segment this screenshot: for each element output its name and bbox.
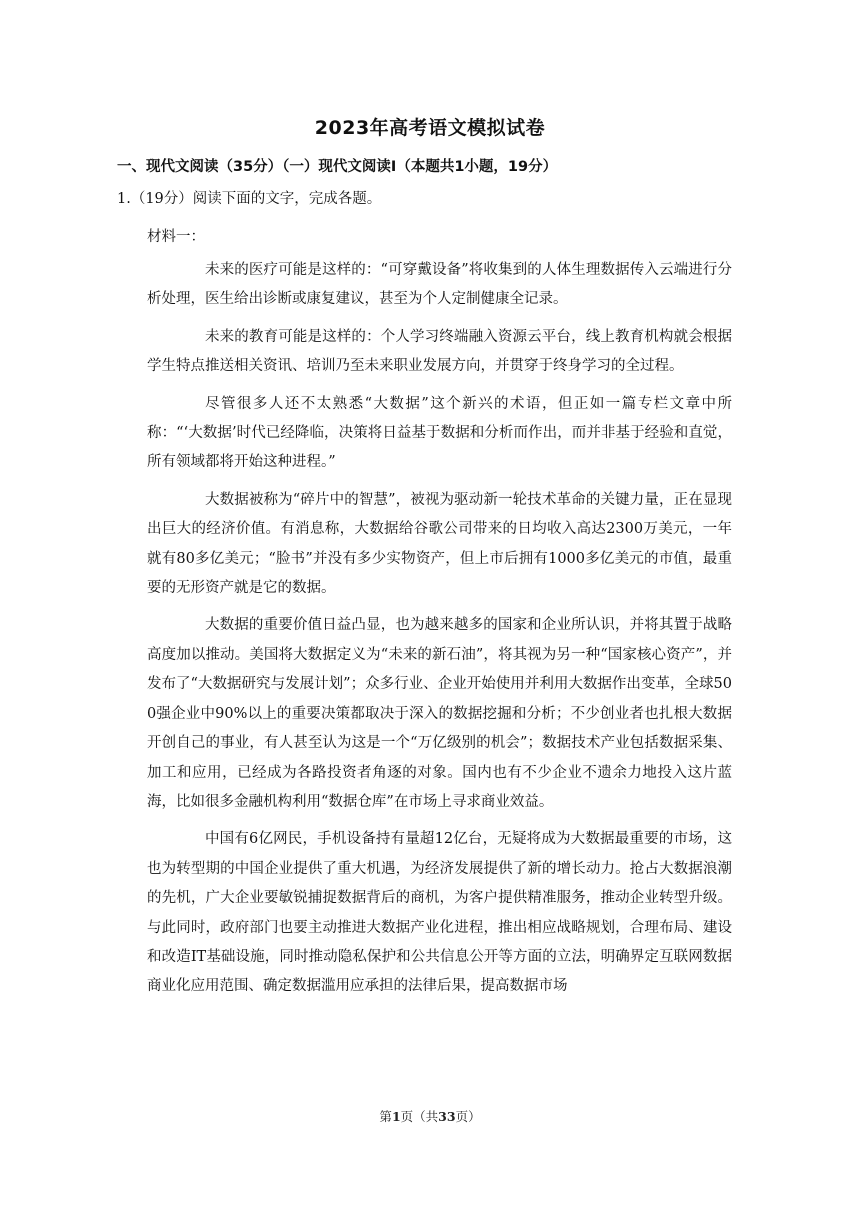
- passage-paragraph: 未来的医疗可能是这样的：“可穿戴设备”将收集到的人体生理数据传入云端进行分析处理，医生给出诊断或康复建议，甚至为个人定制健康全记录。: [147, 262, 732, 308]
- footer-middle: 页（共: [400, 1109, 439, 1124]
- passage-paragraph: 尽管很多人还不太熟悉“大数据”这个新兴的术语，但正如一篇专栏文章中所称：“‘大数据’时代已经降临，决策将日益基于数据和分析而作出，而并非基于经验和直觉，所有领域都将开始这种进程。”: [147, 395, 732, 471]
- question-instruction: 1.（19分）阅读下面的文字，完成各题。: [117, 191, 382, 207]
- passage-paragraph: 未来的教育可能是这样的：个人学习终端融入资源云平台，线上教育机构就会根据学生特点推送相关资讯、培训乃至未来职业发展方向，并贯穿于终身学习的全过程。: [147, 328, 732, 375]
- material-label: 材料一：: [147, 229, 205, 245]
- passage-paragraph: 大数据的重要价值日益凸显，也为越来越多的国家和企业所认识，并将其置于战略高度加以推动。美国将大数据定义为“未来的新石油”，将其视为另一种“国家核心资产”，并发布了“大数据研究与发展计划”；众多行业、企业开始使用并利用大数据作出变革，全球500强企业中90%以上的重要决策都取决于深入的数据挖掘和分析；不少创业者也扎根大数据开创自己的事业，有人甚至认为这是一个“万亿级别的机会”；数据技术产业包括数据采集、加工和应用，已经成为各路投资者角逐的对象。国内也有不少企业不遗余力地投入这片蓝海，比如很多金融机构利用“数据仓库”在市场上寻求商业效益。: [147, 617, 732, 810]
- section-heading: 一、现代文阅读（35分）（一）现代文阅读Ⅰ（本题共1小题，19分）: [117, 159, 558, 175]
- current-page-number: 1: [391, 1109, 401, 1124]
- total-page-count: 33: [438, 1109, 456, 1124]
- exam-title: 2023年高考语文模拟试卷: [314, 117, 546, 139]
- passage-paragraph: 大数据被称为“碎片中的智慧”，被视为驱动新一轮技术革命的关键力量，正在显现出巨大的经济价值。有消息称，大数据给谷歌公司带来的日均收入高达2300万美元，一年就有80多亿美元；“脸书”并没有多少实物资产，但上市后拥有1000多亿美元的市值，最重要的无形资产就是它的数据。: [147, 491, 732, 597]
- page-footer: [0, 1108, 860, 1126]
- passage-paragraph: 中国有6亿网民，手机设备持有量超12亿台，无疑将成为大数据最重要的市场，这也为转型期的中国企业提供了重大机遇，为经济发展提供了新的增长动力。抢占大数据浪潮的先机，广大企业要敏锐捕捉数据背后的商机，为客户提供精准服务，推动企业转型升级。与此同时，政府部门也要主动推进大数据产业化进程，推出相应战略规划，合理布局、建设和改造IT基础设施，同时推动隐私保护和公共信息公开等方面的立法，明确界定互联网数据商业化应用范围、确定数据滥用应承担的法律后果，提高数据市场: [147, 831, 732, 995]
- footer-prefix: 第: [379, 1109, 392, 1124]
- reading-passage: [147, 256, 732, 1010]
- footer-suffix: 页）: [455, 1109, 481, 1124]
